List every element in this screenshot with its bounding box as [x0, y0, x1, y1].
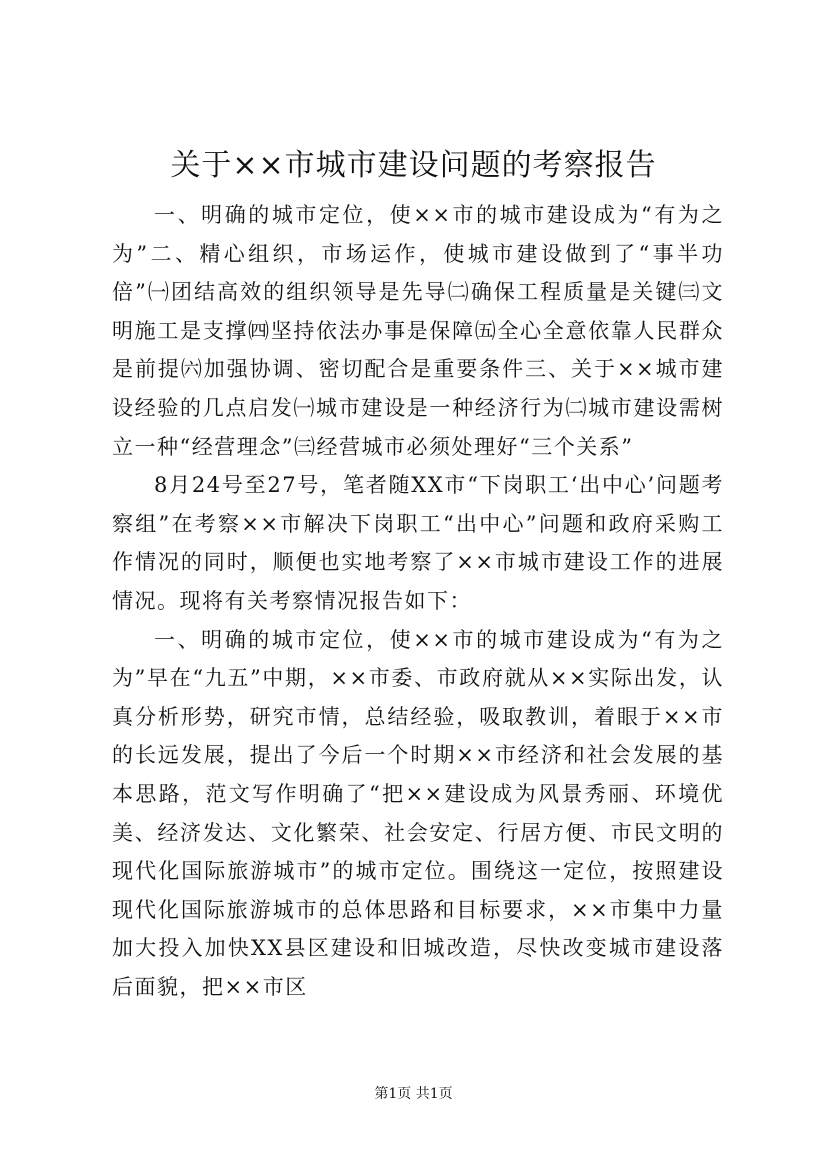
document-body: [112, 196, 724, 1006]
page-number-label: 第1页 共1页: [374, 1086, 453, 1102]
paragraph-section-one: 一、明确的城市定位，使××市的城市建设成为“有为之为”早在“九五”中期，××市委、市政府就从××实际出发，认真分析形势，研究市情，总结经验，吸取教训，着眼于××市的长远发展，提出了今后一个时期××市经济和社会发展的基本思路，范文写作明确了“把××建设成为风景秀丽、环境优美、经济发达、文化繁荣、社会安定、行居方便、市民文明的现代化国际旅游城市”的城市定位。围绕这一定位，按照建设现代化国际旅游城市的总体思路和目标要求，××市集中力量加大投入加快XX县区建设和旧城改造，尽快改变城市建设落后面貌，把××市区: [112, 627, 724, 999]
paragraph-summary: 一、明确的城市定位，使××市的城市建设成为“有为之为”二、精心组织，市场运作，使城市建设做到了“事半功倍”㈠团结高效的组织领导是先导㈡确保工程质量是关键㈢文明施工是支撑㈣坚持依法办事是保障㈤全心全意依靠人民群众是前提㈥加强协调、密切配合是重要条件三、关于××城市建设经验的几点启发㈠城市建设是一种经济行为㈡城市建设需树立一种“经营理念”㈢经营城市必须处理好“三个关系”: [112, 203, 724, 459]
paragraph-intro: 8月24号至27号，笔者随XX市“下岗职工‘出中心’问题考察组”在考察××市解决下岗职工“出中心”问题和政府采购工作情况的同时，顺便也实地考察了××市城市建设工作的进展情况。现将有关考察情况报告如下：: [112, 473, 724, 613]
page-footer: [0, 1084, 827, 1104]
document-title: 关于××市城市建设问题的考察报告: [170, 148, 657, 183]
